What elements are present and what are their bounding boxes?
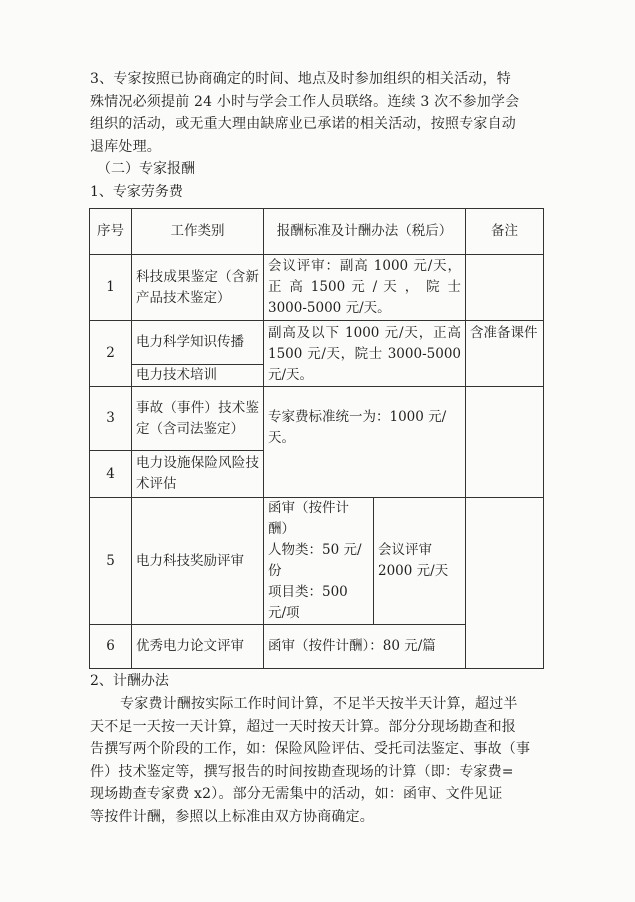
row-no: 4 xyxy=(90,451,132,498)
row-note: 含准备课件 xyxy=(466,321,544,387)
row-no: 5 xyxy=(90,498,132,625)
table-row xyxy=(90,255,544,321)
row-note xyxy=(466,498,544,669)
para2-line: 告撰写两个阶段的工作，如：保险风险评估、受托司法鉴定、事故（事 xyxy=(90,741,531,757)
row-standard: 副高及以下 1000 元/天，正高 1500 元/天，院士 3000-5000 元/天。 xyxy=(264,321,466,387)
header-standard: 报酬标准及计酬办法（税后） xyxy=(264,209,466,255)
project-rate: 项目类：500 元/项 xyxy=(268,584,348,621)
row-type: 电力技术培训 xyxy=(132,364,264,386)
table-row xyxy=(90,387,544,451)
row-no: 3 xyxy=(90,387,132,451)
row-type: 优秀电力论文评审 xyxy=(132,625,264,669)
subsection-title-method: 2、计酬办法 xyxy=(90,673,169,689)
para1-line: 3、专家按照已协商确定的时间、地点及时参加组织的相关活动，特 xyxy=(90,71,511,87)
fee-table xyxy=(89,208,544,669)
row-note xyxy=(466,255,544,321)
row-standard: 函审（按件计酬）：80 元/篇 xyxy=(264,625,466,669)
para2-line: 现场勘查专家费 x2）。部分无需集中的活动，如：函审、文件见证 xyxy=(90,786,503,802)
paragraph-attendance xyxy=(90,68,550,158)
para2-line: 专家费计酬按实际工作时间计算，不足半天按半天计算，超过半 xyxy=(120,696,518,712)
para2-line: 天不足一天按一天计算，超过一天时按天计算。部分分现场勘查和报 xyxy=(90,718,516,735)
row-standard: 会议评审：副高 1000 元/天，正 高 1500 元 / 天 ， 院 士 3000-5000 元/天。 xyxy=(264,255,466,321)
table-row xyxy=(90,321,544,365)
letter-review-label: 函审（按件计酬） xyxy=(268,500,349,537)
row-standard: 专家费标准统一为：1000 元/天。 xyxy=(264,387,466,498)
paragraph-method xyxy=(90,693,550,828)
letter-review-cell xyxy=(264,498,374,625)
table-header-row xyxy=(90,209,544,255)
para1-line: 退库处理。 xyxy=(90,138,161,155)
section-title: （二）专家报酬 xyxy=(97,161,195,177)
subsection-title-fees: 1、专家劳务费 xyxy=(90,184,183,200)
row-type: 科技成果鉴定（含新产品技术鉴定） xyxy=(132,255,264,321)
para1-line: 殊情况必须提前 24 小时与学会工作人员联络。连续 3 次不参加学会 xyxy=(90,93,520,110)
row-type: 电力设施保险风险技术评估 xyxy=(132,451,264,498)
header-type: 工作类别 xyxy=(132,209,264,255)
row-no: 1 xyxy=(90,255,132,321)
row-type: 事故（事件）技术鉴定（含司法鉴定） xyxy=(132,387,264,451)
meeting-review-cell: 会议评审 2000 元/天 xyxy=(374,498,466,625)
person-rate: 人物类：50 元/份 xyxy=(268,542,362,579)
row-no: 6 xyxy=(90,625,132,669)
row-no: 2 xyxy=(90,321,132,387)
row-type: 电力科技奖励评审 xyxy=(132,498,264,625)
row-note xyxy=(466,387,544,498)
para2-line: 等按件计酬，参照以上标准由双方协商确定。 xyxy=(90,808,374,825)
para2-line: 件）技术鉴定等，撰写报告的时间按勘查现场的计算（即：专家费= xyxy=(90,763,514,780)
header-no: 序号 xyxy=(90,209,132,255)
table-row xyxy=(90,498,544,625)
para1-line: 组织的活动，或无重大理由缺席业已承诺的相关活动，按照专家自动 xyxy=(90,116,516,132)
row-type: 电力科学知识传播 xyxy=(132,321,264,365)
header-note: 备注 xyxy=(466,209,544,255)
